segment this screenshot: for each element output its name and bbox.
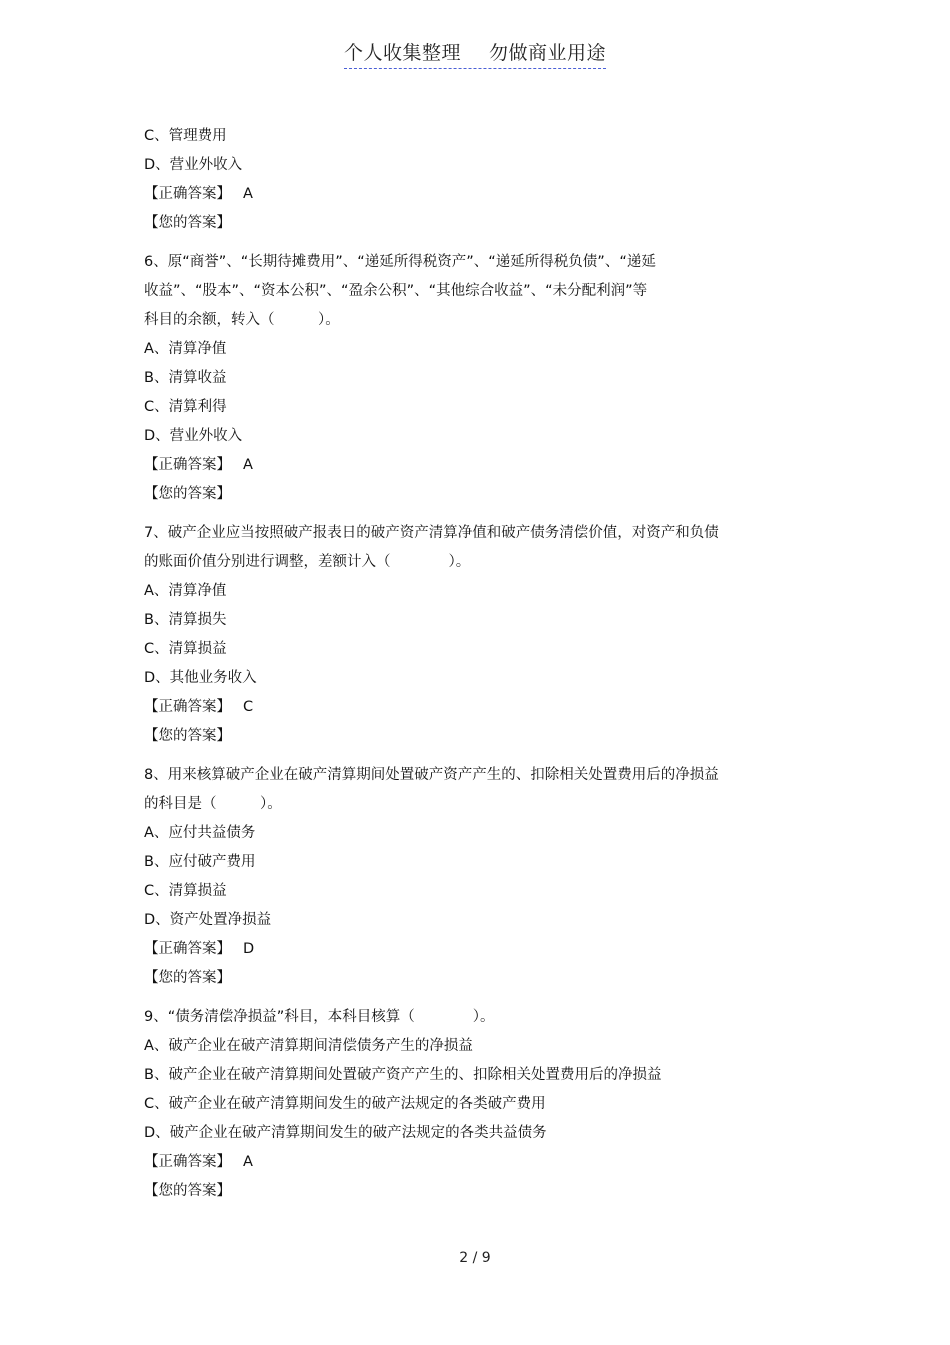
option-d: D、破产企业在破产清算期间发生的破产法规定的各类共益债务 [144, 1125, 547, 1141]
option-d: D、资产处置净损益 [144, 912, 272, 928]
option-b: B、清算收益 [144, 370, 227, 386]
option-c: C、清算损益 [144, 641, 227, 657]
correct-answer [144, 935, 764, 964]
correct-answer [144, 1148, 764, 1177]
question-text-line: 6、原“商誉”、“长期待摊费用”、“递延所得税资产”、“递延所得税负债”、“递延 [144, 254, 656, 270]
question-7 [144, 519, 764, 751]
option-b: B、清算损失 [144, 612, 227, 628]
question-9 [144, 1003, 764, 1206]
correct-answer-value: A [243, 186, 253, 202]
header-right-text: 勿做商业用途 [489, 42, 607, 64]
document-body [144, 122, 764, 1206]
option-c: C、破产企业在破产清算期间发生的破产法规定的各类破产费用 [144, 1096, 546, 1112]
question-continued [144, 122, 764, 238]
option-d: D、营业外收入 [144, 428, 243, 444]
question-text-line: 7、破产企业应当按照破产报表日的破产资产清算净值和破产债务清偿价值，对资产和负债 [144, 525, 719, 541]
option-b: B、破产企业在破产清算期间处置破产资产产生的、扣除相关处置费用后的净损益 [144, 1067, 662, 1083]
correct-answer-label: 【正确答案】 [144, 457, 231, 473]
option-a: A、破产企业在破产清算期间清偿债务产生的净损益 [144, 1038, 473, 1054]
correct-answer-value: A [243, 457, 253, 473]
your-answer: 【您的答案】 [144, 970, 231, 986]
your-answer: 【您的答案】 [144, 486, 231, 502]
correct-answer-label: 【正确答案】 [144, 1154, 231, 1170]
correct-answer [144, 451, 764, 480]
header-left-text: 个人收集整理 [343, 42, 461, 64]
correct-answer [144, 693, 764, 722]
your-answer: 【您的答案】 [144, 1183, 231, 1199]
your-answer: 【您的答案】 [144, 728, 231, 744]
page-number: 2 / 9 [459, 1250, 491, 1266]
question-text-line: 的账面价值分别进行调整，差额计入（ ）。 [144, 554, 471, 570]
page-header [0, 38, 950, 69]
correct-answer-value: C [243, 699, 254, 715]
your-answer: 【您的答案】 [144, 215, 231, 231]
option-d: D、营业外收入 [144, 157, 243, 173]
option-a: A、应付共益债务 [144, 825, 256, 841]
correct-answer [144, 180, 764, 209]
question-text-line: 收益”、“股本”、“资本公积”、“盈余公积”、“其他综合收益”、“未分配利润”等 [144, 283, 648, 299]
header-watermark-text [344, 38, 606, 69]
question-text-line: 的科目是（ ）。 [144, 796, 282, 812]
correct-answer-label: 【正确答案】 [144, 941, 231, 957]
correct-answer-value: D [243, 941, 255, 957]
option-c: C、管理费用 [144, 128, 227, 144]
question-text-line: 8、用来核算破产企业在破产清算期间处置破产资产产生的、扣除相关处置费用后的净损益 [144, 767, 719, 783]
option-d: D、其他业务收入 [144, 670, 257, 686]
question-8 [144, 761, 764, 993]
option-c: C、清算损益 [144, 883, 227, 899]
correct-answer-value: A [243, 1154, 253, 1170]
question-text-line: 9、“债务清偿净损益”科目，本科目核算（ ）。 [144, 1009, 495, 1025]
option-a: A、清算净值 [144, 341, 227, 357]
option-c: C、清算利得 [144, 399, 227, 415]
correct-answer-label: 【正确答案】 [144, 186, 231, 202]
question-6 [144, 248, 764, 509]
option-b: B、应付破产费用 [144, 854, 256, 870]
correct-answer-label: 【正确答案】 [144, 699, 231, 715]
question-text-line: 科目的余额，转入（ ）。 [144, 312, 340, 328]
option-a: A、清算净值 [144, 583, 227, 599]
